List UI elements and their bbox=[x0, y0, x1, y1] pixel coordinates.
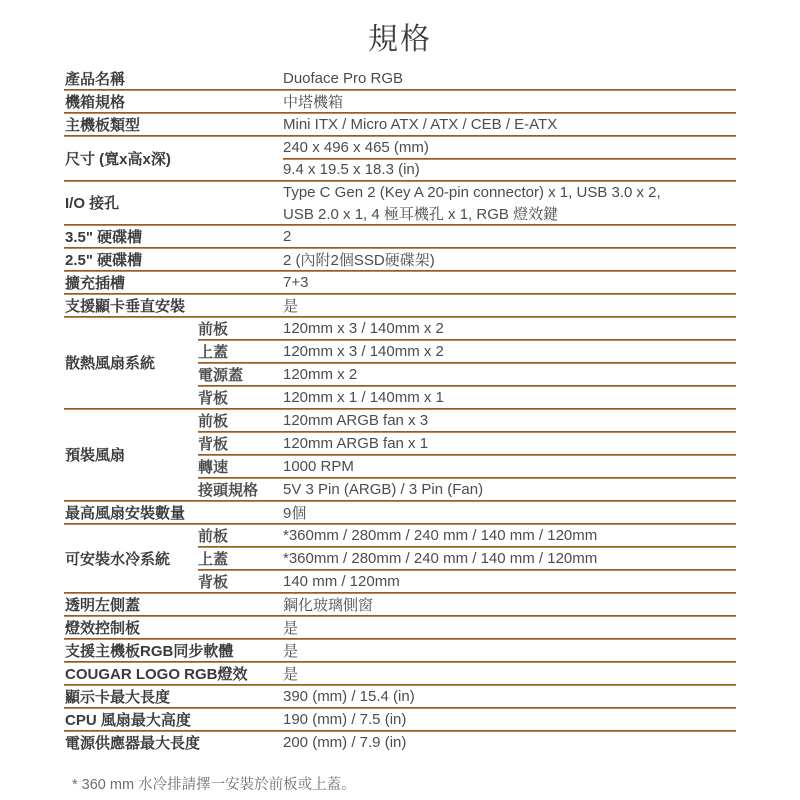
spec-label: 支援顯卡垂直安裝 bbox=[65, 297, 186, 315]
spec-value: Duoface Pro RGB bbox=[283, 70, 404, 87]
spec-subrow bbox=[198, 387, 736, 408]
spec-value: 是 bbox=[283, 619, 299, 637]
spec-label: CPU 風扇最大高度 bbox=[65, 711, 191, 729]
spec-row bbox=[64, 709, 736, 730]
spec-sublabel: 接頭規格 bbox=[198, 481, 259, 499]
spec-value: 120mm ARGB fan x 1 bbox=[283, 434, 429, 452]
spec-subrow bbox=[198, 571, 736, 592]
footnote: * 360 mm 水冷排請擇一安裝於前板或上蓋。 bbox=[72, 776, 356, 793]
spec-label: 最高風扇安裝數量 bbox=[65, 504, 186, 522]
spec-value: 2 (內附2個SSD硬碟架) bbox=[283, 251, 435, 269]
spec-label: 顯示卡最大長度 bbox=[65, 688, 171, 706]
spec-sublabel: 前板 bbox=[198, 320, 229, 338]
spec-subrow bbox=[198, 525, 736, 546]
spec-row bbox=[64, 114, 736, 135]
spec-sublabel: 轉速 bbox=[198, 458, 229, 476]
spec-sublabel: 前板 bbox=[198, 412, 229, 430]
spec-value: 190 (mm) / 7.5 (in) bbox=[283, 710, 407, 728]
spec-sublabel: 電源蓋 bbox=[198, 366, 244, 384]
spec-label: 產品名稱 bbox=[65, 71, 126, 88]
spec-label: 尺寸 (寬x高x深) bbox=[65, 151, 171, 168]
spec-sublabel: 背板 bbox=[198, 435, 229, 453]
spec-label: 2.5" 硬碟槽 bbox=[65, 251, 143, 269]
page-title: 規格 bbox=[368, 23, 432, 56]
spec-value: 9個 bbox=[283, 504, 307, 522]
spec-sublabel: 上蓋 bbox=[198, 550, 229, 568]
spec-label: COUGAR LOGO RGB燈效 bbox=[65, 665, 248, 683]
spec-value: 120mm ARGB fan x 3 bbox=[283, 411, 429, 429]
spec-subrows bbox=[198, 318, 736, 408]
spec-sublabel: 前板 bbox=[198, 527, 229, 545]
spec-row bbox=[64, 732, 736, 753]
spec-value: 1000 RPM bbox=[283, 457, 354, 475]
spec-value: 是 bbox=[283, 642, 299, 660]
spec-value: 2 bbox=[283, 227, 292, 245]
spec-value: Type C Gen 2 (Key A 20-pin connector) x 1, USB 3.0 x 2, bbox=[283, 183, 661, 201]
spec-row bbox=[64, 410, 736, 500]
spec-sublabel: 背板 bbox=[198, 389, 229, 407]
spec-value: 鋼化玻璃側窗 bbox=[283, 596, 374, 614]
spec-value: 240 x 496 x 465 (mm) bbox=[283, 138, 429, 156]
spec-value: 120mm x 3 / 140mm x 2 bbox=[283, 342, 444, 360]
spec-label: 透明左側蓋 bbox=[65, 596, 141, 614]
spec-label: 機箱規格 bbox=[65, 94, 126, 111]
spec-row bbox=[64, 594, 736, 615]
spec-value: Mini ITX / Micro ATX / ATX / CEB / E-ATX bbox=[283, 116, 558, 133]
spec-value-lines bbox=[283, 137, 736, 180]
spec-value: 390 (mm) / 15.4 (in) bbox=[283, 687, 415, 705]
spec-subrow bbox=[198, 410, 736, 431]
spec-subrows bbox=[198, 410, 736, 500]
spec-label: 擴充插槽 bbox=[65, 274, 126, 292]
spec-value: 9.4 x 19.5 x 18.3 (in) bbox=[283, 161, 420, 179]
spec-label: 預裝風扇 bbox=[65, 447, 126, 464]
spec-subrow bbox=[198, 479, 736, 500]
spec-table bbox=[64, 68, 736, 753]
spec-value: 是 bbox=[283, 297, 299, 315]
spec-row bbox=[64, 318, 736, 408]
spec-sublabel: 上蓋 bbox=[198, 343, 229, 361]
spec-row bbox=[64, 68, 736, 89]
spec-value: 7+3 bbox=[283, 273, 309, 291]
spec-row bbox=[64, 249, 736, 270]
spec-value: *360mm / 280mm / 240 mm / 140 mm / 120mm bbox=[283, 549, 598, 567]
spec-sublabel: 背板 bbox=[198, 573, 229, 591]
spec-label: 3.5" 硬碟槽 bbox=[65, 228, 143, 246]
spec-subrow bbox=[198, 548, 736, 569]
spec-value: 中塔機箱 bbox=[283, 94, 344, 111]
spec-label: 電源供應器最大長度 bbox=[65, 734, 201, 752]
spec-label: 燈效控制板 bbox=[65, 619, 141, 637]
spec-row bbox=[64, 272, 736, 293]
spec-subrow bbox=[198, 433, 736, 454]
spec-value: 120mm x 1 / 140mm x 1 bbox=[283, 388, 444, 406]
spec-row bbox=[64, 663, 736, 684]
spec-value: 是 bbox=[283, 665, 299, 683]
spec-label: I/O 接孔 bbox=[65, 195, 120, 213]
spec-value: *360mm / 280mm / 240 mm / 140 mm / 120mm bbox=[283, 526, 598, 544]
spec-value: USB 2.0 x 1, 4 極耳機孔 x 1, RGB 燈效鍵 bbox=[283, 205, 559, 223]
spec-row bbox=[64, 182, 736, 224]
spec-subrow bbox=[198, 456, 736, 477]
spec-value: 120mm x 3 / 140mm x 2 bbox=[283, 319, 444, 337]
spec-value-lines bbox=[283, 182, 736, 224]
spec-subrow bbox=[198, 318, 736, 339]
spec-subrow bbox=[198, 364, 736, 385]
spec-subrow bbox=[198, 341, 736, 362]
spec-value: 200 (mm) / 7.9 (in) bbox=[283, 733, 407, 751]
spec-row bbox=[64, 502, 736, 523]
spec-label: 支援主機板RGB同步軟體 bbox=[65, 642, 234, 660]
spec-value: 120mm x 2 bbox=[283, 365, 358, 383]
spec-row bbox=[64, 617, 736, 638]
spec-label: 可安裝水冷系統 bbox=[65, 550, 171, 568]
spec-row bbox=[64, 295, 736, 316]
spec-row bbox=[64, 137, 736, 180]
spec-row bbox=[64, 640, 736, 661]
spec-row bbox=[64, 226, 736, 247]
spec-label: 散熱風扇系統 bbox=[65, 355, 156, 372]
spec-label: 主機板類型 bbox=[65, 117, 141, 134]
spec-row bbox=[64, 525, 736, 592]
spec-row bbox=[64, 686, 736, 707]
spec-value: 5V 3 Pin (ARGB) / 3 Pin (Fan) bbox=[283, 480, 484, 498]
spec-row bbox=[64, 91, 736, 112]
spec-value: 140 mm / 120mm bbox=[283, 572, 400, 590]
spec-subrows bbox=[198, 525, 736, 592]
